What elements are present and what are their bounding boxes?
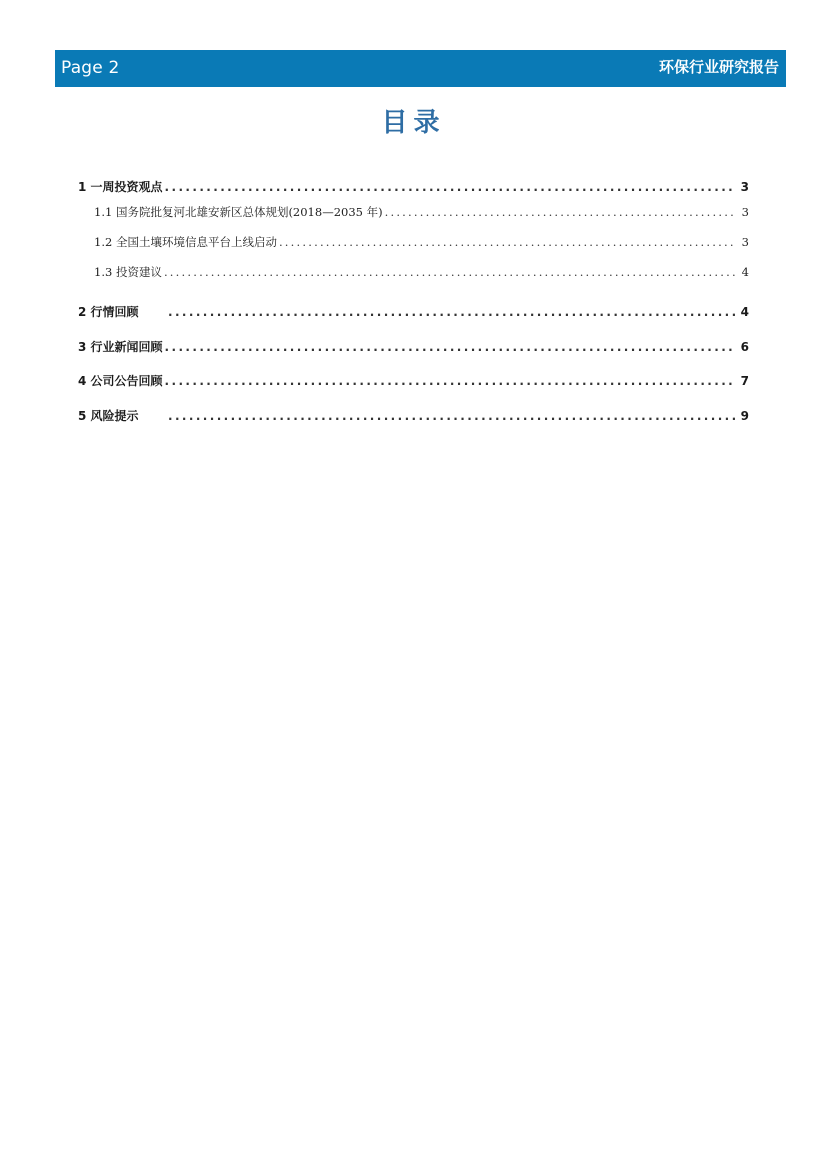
toc-page-number: 4 — [740, 305, 749, 319]
toc-leader-dots — [165, 374, 736, 388]
toc-page-number: 3 — [740, 180, 749, 194]
toc-leader-dots — [164, 265, 736, 279]
toc-page-number: 6 — [740, 340, 749, 354]
toc-entry-1[interactable] — [78, 178, 749, 195]
toc-entry-5[interactable] — [78, 407, 749, 424]
toc-leader-dots — [385, 205, 736, 219]
page-header-bar — [55, 50, 786, 87]
toc-entry-label: 1 一周投资观点 — [78, 180, 163, 194]
toc-entry-label: 4 公司公告回顾 — [78, 374, 163, 388]
toc-page-number: 3 — [741, 205, 749, 219]
toc-leader-dots — [279, 235, 736, 249]
toc-leader-dots — [168, 305, 736, 319]
toc-entry-1-3[interactable] — [94, 264, 749, 280]
toc-page-number: 9 — [740, 409, 749, 423]
toc-entry-4[interactable] — [78, 372, 749, 389]
toc-page-number: 7 — [740, 374, 749, 388]
page-number-label: Page 2 — [61, 58, 120, 78]
toc-entry-label: 5 风险提示 — [78, 409, 139, 423]
toc-entry-label: 1.3 投资建议 — [94, 265, 162, 279]
toc-heading: 目录 — [381, 108, 446, 138]
toc-leader-dots — [168, 409, 736, 423]
toc-entry-label: 1.2 全国土壤环境信息平台上线启动 — [94, 235, 277, 249]
toc-entry-3[interactable] — [78, 338, 749, 355]
report-title: 环保行业研究报告 — [658, 58, 779, 76]
toc-entry-label: 1.1 国务院批复河北雄安新区总体规划(2018—2035 年) — [94, 205, 383, 219]
toc-leader-dots — [165, 340, 736, 354]
toc-entry-1-2[interactable] — [94, 234, 749, 250]
toc-leader-dots — [165, 180, 736, 194]
toc-entry-1-1[interactable] — [94, 204, 749, 220]
toc-entry-2[interactable] — [78, 303, 749, 320]
toc-entry-label: 2 行情回顾 — [78, 305, 139, 319]
toc-entry-label: 3 行业新闻回顾 — [78, 340, 163, 354]
toc-page-number: 4 — [741, 265, 749, 279]
toc-page-number: 3 — [741, 235, 749, 249]
